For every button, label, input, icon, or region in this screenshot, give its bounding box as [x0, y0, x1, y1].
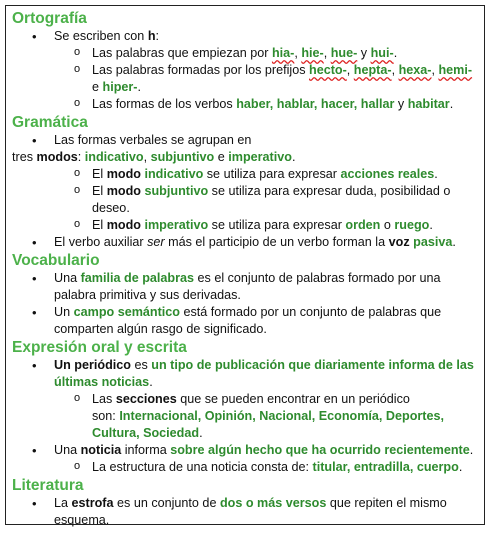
- heading-expresion: Expresión oral y escrita: [12, 339, 187, 356]
- list-item-prefixes: [54, 62, 478, 96]
- text: que se pueden encontrar en un periódico: [176, 392, 410, 406]
- term-periodico-definicion: un tipo de publicación que diariamente informa de las últimas noticias: [54, 358, 474, 389]
- term-hue: hue-: [330, 46, 358, 60]
- text: .: [291, 150, 296, 164]
- text: son:: [92, 409, 120, 423]
- term-subjuntivo: subjuntivo: [144, 184, 209, 198]
- text: se utiliza para expresar duda, posibilidad o deseo.: [92, 184, 451, 215]
- list-item-estrofa: [12, 495, 478, 529]
- term-hexa: hexa-: [398, 63, 432, 77]
- term-noticia: noticia: [80, 443, 122, 457]
- text: .: [469, 443, 474, 457]
- text: es el conjunto de palabras formado por una palabra primitiva y sus derivadas.: [54, 271, 441, 302]
- term-ser: ser: [147, 235, 165, 249]
- list-item-verbs: [54, 96, 478, 113]
- term-indicativo: indicativo: [84, 150, 144, 164]
- term-modo: modo: [106, 167, 141, 181]
- letter-h: h: [147, 29, 156, 43]
- list-item-noticia: [12, 442, 478, 476]
- list-item-subjuntivo: [54, 183, 478, 217]
- term-acciones-reales: acciones reales: [340, 167, 435, 181]
- text: Las palabras formadas por los prefijos: [92, 63, 310, 77]
- list-item-voz-pasiva: [12, 234, 478, 251]
- text: ,: [143, 150, 151, 164]
- list-item-secciones: [54, 391, 478, 442]
- text: .: [149, 375, 153, 389]
- text: La estructura de una noticia consta de:: [92, 460, 313, 474]
- text: Las palabras que empiezan por: [92, 46, 272, 60]
- term-voz: voz: [388, 235, 410, 249]
- text: .: [429, 218, 433, 232]
- text: Un: [54, 305, 74, 319]
- text: que repiten el mismo esquema.: [54, 496, 447, 527]
- heading-vocabulario: Vocabulario: [12, 252, 100, 269]
- list-gramatica: [12, 132, 478, 251]
- term-subjuntivo: subjuntivo: [150, 150, 215, 164]
- term-pasiva: pasiva: [413, 235, 453, 249]
- text: :: [155, 29, 160, 43]
- term-estructura-partes: titular, entradilla, cuerpo: [312, 460, 459, 474]
- heading-ortografia: Ortografía: [12, 10, 87, 27]
- term-noticia-definicion: sobre algún hecho que ha ocurrido recientemente: [170, 443, 470, 457]
- term-verbs: haber, hablar, hacer, hallar: [236, 97, 395, 111]
- term-secciones-lista: Internacional, Opinión, Nacional, Economía, Deportes, Cultura, Sociedad: [92, 409, 445, 440]
- text: y: [357, 46, 371, 60]
- list-item-familia: [12, 270, 478, 304]
- text: .: [458, 460, 463, 474]
- text: El: [92, 218, 107, 232]
- term-hie: hie-: [301, 46, 324, 60]
- text: e: [92, 80, 103, 94]
- text: .: [137, 80, 141, 94]
- sublist-h: [54, 45, 478, 113]
- term-hecto: hecto-: [309, 63, 347, 77]
- list-ortografia: [12, 28, 478, 113]
- text: ,: [431, 63, 439, 77]
- term-periodico: Un periódico: [54, 358, 131, 372]
- text: El: [92, 184, 107, 198]
- text: .: [449, 97, 454, 111]
- text: más el participio de un verbo forman la: [164, 235, 389, 249]
- term-hepta: hepta-: [353, 63, 392, 77]
- text: e: [214, 150, 229, 164]
- summary-document: [5, 5, 485, 525]
- text: Se escriben con: [54, 29, 148, 43]
- text: y: [394, 97, 408, 111]
- text: es un conjunto de: [113, 496, 220, 510]
- text: Una: [54, 443, 81, 457]
- term-indicativo: indicativo: [144, 167, 204, 181]
- text: informa: [121, 443, 171, 457]
- text: tres: [12, 150, 37, 164]
- text: El verbo auxiliar: [54, 235, 148, 249]
- heading-literatura: Literatura: [12, 477, 84, 494]
- text: .: [452, 235, 456, 249]
- text: ,: [294, 46, 302, 60]
- sublist-periodico: [54, 391, 478, 442]
- list-vocabulario: [12, 270, 478, 338]
- text: :: [77, 150, 85, 164]
- list-literatura: [12, 495, 478, 529]
- term-hemi: hemi-: [438, 63, 473, 77]
- term-familia-de-palabras: familia de palabras: [80, 271, 195, 285]
- text: .: [393, 46, 398, 60]
- term-habitar: habitar: [407, 97, 450, 111]
- list-expresion: [12, 357, 478, 476]
- text: ,: [323, 46, 331, 60]
- text: es: [130, 358, 152, 372]
- term-secciones: secciones: [115, 392, 177, 406]
- term-orden: orden: [345, 218, 381, 232]
- list-item-prefix-hia: [54, 45, 478, 62]
- list-item-imperativo: [54, 217, 478, 234]
- heading-gramatica: Gramática: [12, 114, 88, 131]
- sublist-noticia: [54, 459, 478, 476]
- term-estrofa: estrofa: [71, 496, 114, 510]
- text: se utiliza para expresar: [203, 167, 341, 181]
- text: Las: [92, 392, 116, 406]
- list-item-modos: [12, 132, 478, 234]
- list-item-estructura: [54, 459, 478, 476]
- term-modos: modos: [36, 150, 78, 164]
- list-item-indicativo: [54, 166, 478, 183]
- text: • Las formas verbales se agrupan en: [54, 133, 252, 147]
- term-dos-o-mas-versos: dos o más versos: [219, 496, 327, 510]
- sublist-modos: [54, 166, 478, 234]
- text: Una: [54, 271, 81, 285]
- list-item-h-rule: [12, 28, 478, 113]
- term-ruego: ruego: [394, 218, 430, 232]
- text: .: [199, 426, 203, 440]
- term-imperativo: imperativo: [228, 150, 292, 164]
- text: El: [92, 167, 107, 181]
- text: o: [380, 218, 395, 232]
- text: ,: [346, 63, 354, 77]
- term-imperativo: imperativo: [144, 218, 209, 232]
- list-item-periodico: [12, 357, 478, 442]
- text: se utiliza para expresar: [208, 218, 346, 232]
- term-campo-semantico: campo semántico: [73, 305, 180, 319]
- term-hia: hia-: [271, 46, 295, 60]
- text: .: [434, 167, 438, 181]
- text: Las formas de los verbos: [92, 97, 237, 111]
- list-item-campo: [12, 304, 478, 338]
- text: está formado por un conjunto de palabras que comparten algún rasgo de significado.: [54, 305, 442, 336]
- term-modo: modo: [106, 218, 141, 232]
- text: La: [54, 496, 72, 510]
- text: ,: [391, 63, 399, 77]
- term-hiper: hiper-: [102, 80, 138, 94]
- term-hui: hui-: [370, 46, 394, 60]
- term-modo: modo: [106, 184, 141, 198]
